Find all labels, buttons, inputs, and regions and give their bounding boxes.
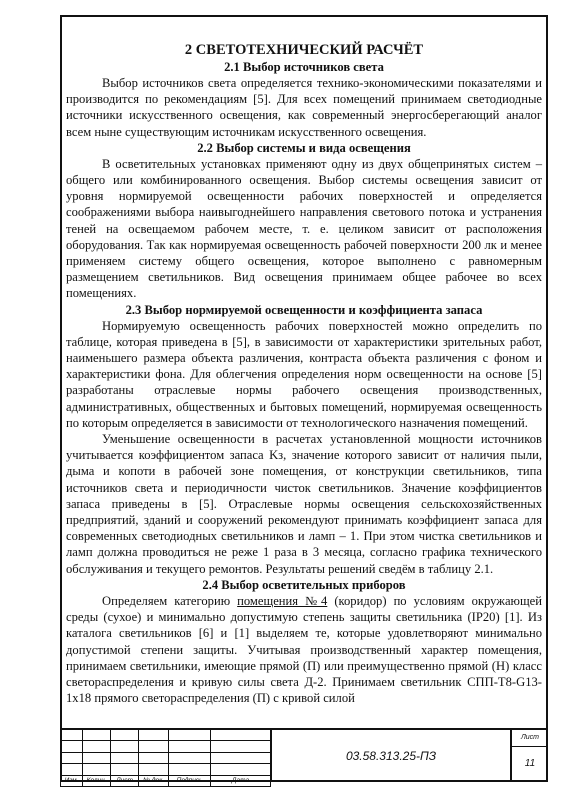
document-body [66,42,542,706]
stamp-label-doc-no: № док. [139,775,169,786]
subsection-title-2-1: 2.1 Выбор источников света [224,60,384,74]
stamp-label-change: Изм. [61,775,83,786]
subsection-title-2-4: 2.4 Выбор осветительных приборов [202,577,406,592]
paragraph-text: (коридор) по условиям окружающей среды (сухое) и минимально допустимую степень защиты светильника (IP20) [1]. Из каталога светильников [6] и [1] выделяем те, которые удовлетворяют минимально допустимой степени защиты. Учитывая производственный характер помещения, принимаем светильники, имеющие прямой (П) или преимущественно прямой (Н) класс светораспределения и кривую силы света Д-2. Принимаем светильник СПП-Т8-G13-1x18 прямого светораспределения (П) с кривой силой [66,593,542,706]
sheet-number: 11 [524,758,536,769]
stamp-label-sheet: Лист [111,775,139,786]
stamp-label-date: Дата [211,775,271,786]
document-code-text: 03.58.313.25-ПЗ [345,749,437,763]
sheet-label: Лист [512,730,548,747]
room-reference: помещения №4 [237,593,328,608]
paragraph-text: Определяем категорию [102,593,238,608]
stamp-label-quantity: Колич. [83,775,111,786]
revision-table [60,728,271,787]
subsection-title-2-3: 2.3 Выбор нормируемой освещенности и коэффициента запаса [125,302,483,317]
sheet-cell [510,728,548,782]
paragraph [66,593,542,706]
subsection-title-2-2: 2.2 Выбор системы и вида освещения [197,140,411,155]
paragraph: Уменьшение освещенности в расчетах установленной мощности источников учитывается коэффициентом запаса Kз, значение которого зависит от наличия пыли, дыма и копоти в рабочей зоне помещения, от конструкции светильников, типа источников света и периодичности чисток светильников. Значение коэффициентов запаса приведены в [5]. Отраслевые нормы освещения сельскохозяйственных предприятий, зданий и сооружений рекомендуют принимать коэффициент запаса для современных светодиодных светильников и ламп – 1. При этом чистка светильников и ламп должна проводиться не реже 1 раза в 3 месяца, согласно графика технического обслуживания и текущего ремонтов. Результаты решений сведём в таблицу 2.1. [66,432,542,576]
paragraph: Нормируемую освещенность рабочих поверхностей можно определить по таблице, которая приведена в [5], в зависимости от характеристики зрительных работ, наименьшего размера объекта различения, контраста объекта различения с фоном и характеристики фона. Для облегчения определения норм освещенности на основе [5] разработаны отраслевые нормы рабочего освещения производственных, административных, общественных и бытовых помещений, нормируемая освещенность по которым определяется в зависимости от технологического назначения помещений. [66,318,542,430]
document-code [270,728,510,782]
section-title: 2 СВЕТОТЕХНИЧЕСКИЙ РАСЧЁТ [184,42,424,58]
stamp-label-signature: Подпись [169,775,211,786]
paragraph: Выбор источников света определяется технико-экономическими показателями и производится по рекомендациям [5]. Для всех помещений принимаем светодиодные источники искусственного освещения, как современный энергосберегающий аналог всем ныне существующим источникам искусственного освещения. [66,76,542,139]
title-block [60,728,548,785]
paragraph: В осветительных установках применяют одну из двух общепринятых систем – общего или комбинированного освещения. Выбор системы освещения зависит от уровня нормируемой освещенности рабочих поверхностей и определяется соображениями выбора наивыгоднейшего направления светового потока и устранения теней на освещаемом рабочем месте, т. е. целиком зависит от расположения оборудования. Так как нормируемая освещенность рабочей поверхности 200 лк и менее применяем систему общего освещения, которое выполнено с равномерным размещением светильников. Вид освещения принимаем общее рабочее во всех помещениях. [66,156,542,301]
